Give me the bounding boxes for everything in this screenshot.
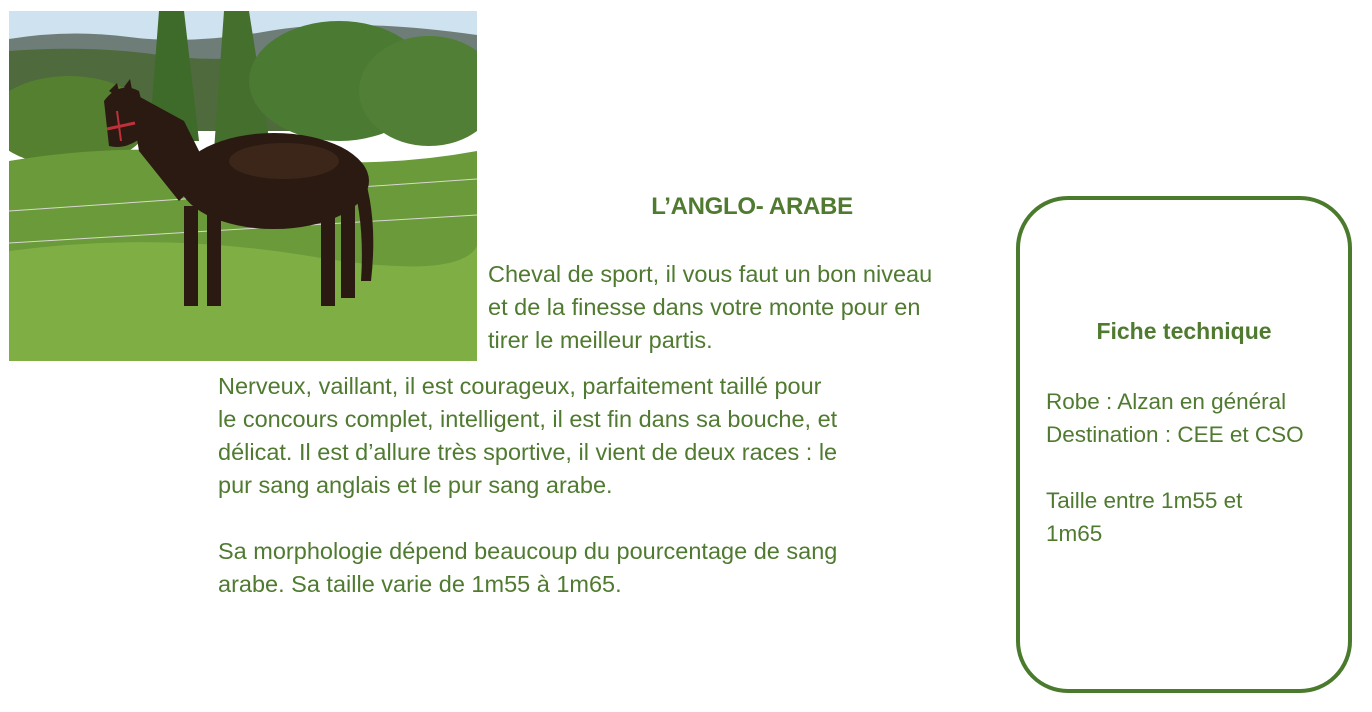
page-title: L’ANGLO- ARABE xyxy=(651,193,853,220)
destination-line: Destination : CEE et CSO xyxy=(1046,422,1304,447)
intro-paragraph xyxy=(488,258,1008,357)
horse-photo xyxy=(9,11,477,361)
robe-line: Robe : Alzan en général xyxy=(1046,389,1287,414)
description-paragraph xyxy=(218,370,988,601)
taille-line: 1m65 xyxy=(1046,521,1103,546)
technical-sheet-card xyxy=(1016,196,1352,693)
body-line: Nerveux, vaillant, il est courageux, parfaitement taillé pour xyxy=(218,373,822,399)
intro-line: et de la finesse dans votre monte pour en xyxy=(488,294,921,320)
body-line: pur sang anglais et le pur sang arabe. xyxy=(218,472,613,498)
paragraph-spacer xyxy=(218,502,988,535)
body-line: Sa morphologie dépend beaucoup du pourcentage de sang xyxy=(218,538,838,564)
intro-line: Cheval de sport, il vous faut un bon niveau xyxy=(488,261,933,287)
body-line: le concours complet, intelligent, il est fin dans sa bouche, et xyxy=(218,406,838,432)
intro-line: tirer le meilleur partis. xyxy=(488,327,713,353)
card-spacer xyxy=(1046,451,1346,484)
card-body xyxy=(1046,385,1346,550)
taille-line: Taille entre 1m55 et xyxy=(1046,488,1243,513)
body-line: délicat. Il est d’allure très sportive, il vient de deux races : le xyxy=(218,439,838,465)
card-title: Fiche technique xyxy=(1096,318,1272,344)
body-line: arabe. Sa taille varie de 1m55 à 1m65. xyxy=(218,571,622,597)
